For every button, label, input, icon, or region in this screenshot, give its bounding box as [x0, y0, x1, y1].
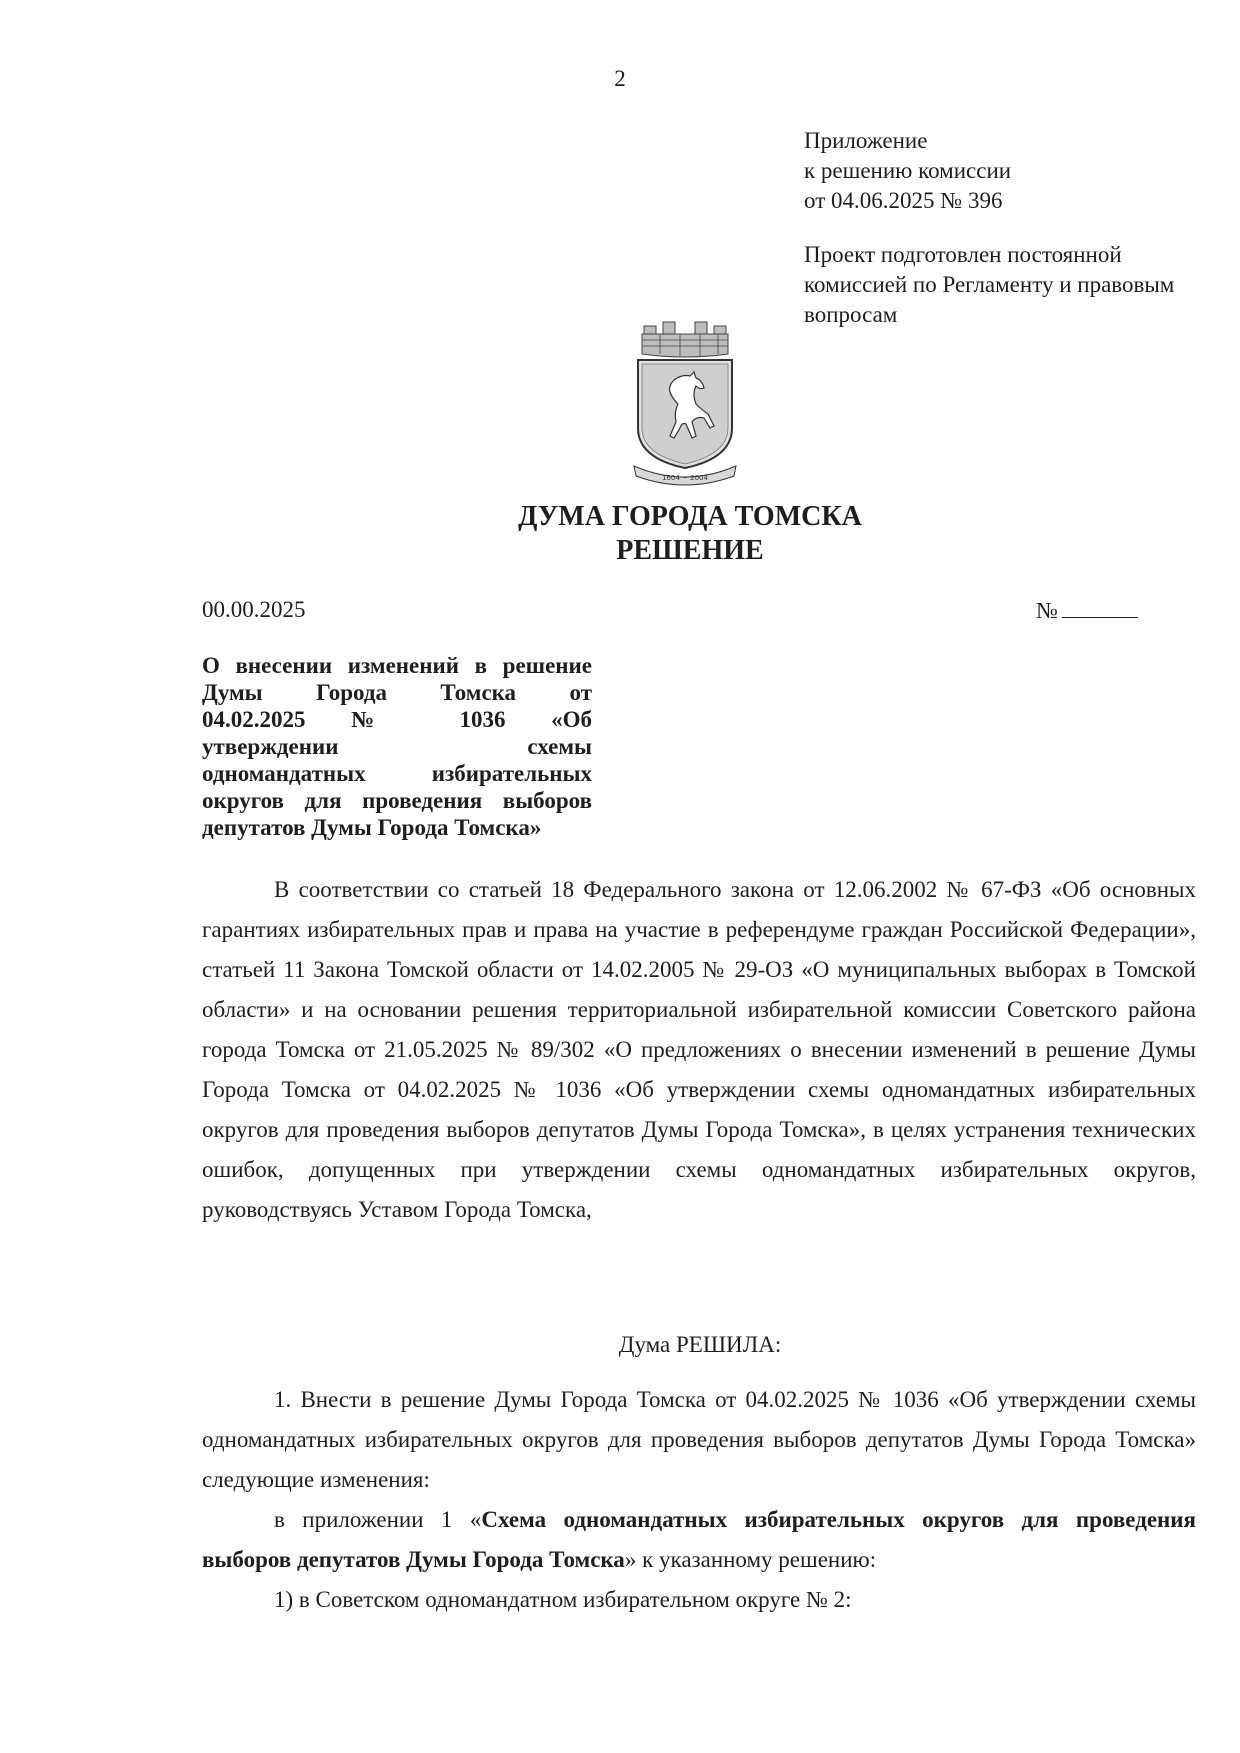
organization-name: ДУМА ГОРОДА ТОМСКА — [518, 501, 862, 532]
appendix-line: от 04.06.2025 № 396 — [804, 188, 1003, 213]
document-header — [0, 500, 1240, 568]
subject-line: 04.02.2025 № 1036 «Об — [202, 707, 592, 732]
ribbon-text: 1604 ~ 2004 — [662, 474, 708, 482]
subject-line: округов для проведения выборов — [202, 788, 592, 813]
prepared-line: Проект подготовлен постоянной — [804, 242, 1122, 267]
decision-subject — [202, 652, 592, 841]
item-1-appendix-suffix: » к указанному решению: — [624, 1547, 877, 1572]
appendix-line: Приложение — [804, 128, 928, 153]
decision-date: 00.00.2025 — [202, 597, 306, 622]
appendix-line: к решению комиссии — [804, 158, 1012, 183]
resolved-heading: Дума РЕШИЛА: — [618, 1332, 782, 1357]
subject-line: Думы Города Томска от — [202, 680, 592, 705]
prepared-line: вопросам — [804, 302, 898, 327]
number-label: № — [1036, 598, 1058, 623]
prepared-line: комиссией по Регламенту и правовым — [804, 272, 1175, 297]
item-1-subitem-1: 1) в Советском одномандатном избирательном округе № 2: — [274, 1587, 852, 1612]
number-blank — [1062, 597, 1138, 618]
page-number: 2 — [614, 66, 626, 91]
item-1: 1. Внести в решение Думы Города Томска от 04.02.2025 № 1036 «Об утверждении схемы одномандатных избирательных округов для проведения выборов депутатов Думы Города Томска» следующие изменения: — [202, 1387, 1196, 1492]
subject-line: утверждении схемы — [202, 734, 592, 759]
prepared-note — [804, 240, 1174, 330]
subject-line: О внесении изменений в решение — [202, 653, 592, 678]
item-1-appendix — [202, 1500, 1196, 1580]
item-1-appendix-prefix: в приложении 1 « — [274, 1507, 482, 1532]
item-1-appendix-title: Схема одномандатных избирательных округов для проведения выборов депутатов Думы Города Томска — [202, 1507, 1196, 1572]
appendix-note — [804, 126, 1011, 216]
preamble-paragraph: В соответствии со статьей 18 Федерального закона от 12.06.2002 № 67-ФЗ «Об основных гарантиях избирательных прав и права на участие в референдуме граждан Российской Федерации», статьей 11 Закона Томской области от 14.02.2005 № 29-ОЗ «О муниципальных выборах в Томской области» и на основании решения территориальной избирательной комиссии Советского района города Томска от 21.05.2025 № 89/302 «О предложениях о внесении изменений в решение Думы Города Томска от 04.02.2025 № 1036 «Об утверждении схемы одномандатных избирательных округов для проведения выборов депутатов Думы Города Томска», в целях устранения технических ошибок, допущенных при утверждении схемы одномандатных избирательных округов, руководствуясь Уставом Города Томска, — [202, 877, 1196, 1222]
decision-items — [202, 1380, 1196, 1620]
decision-number — [1036, 597, 1138, 624]
subject-line: одномандатных избирательных — [202, 761, 592, 786]
document-type: РЕШЕНИЕ — [616, 535, 764, 566]
preamble — [202, 870, 1196, 1230]
subject-line: депутатов Думы Города Томска» — [202, 815, 542, 840]
tomsk-coat-of-arms-icon — [630, 318, 740, 488]
